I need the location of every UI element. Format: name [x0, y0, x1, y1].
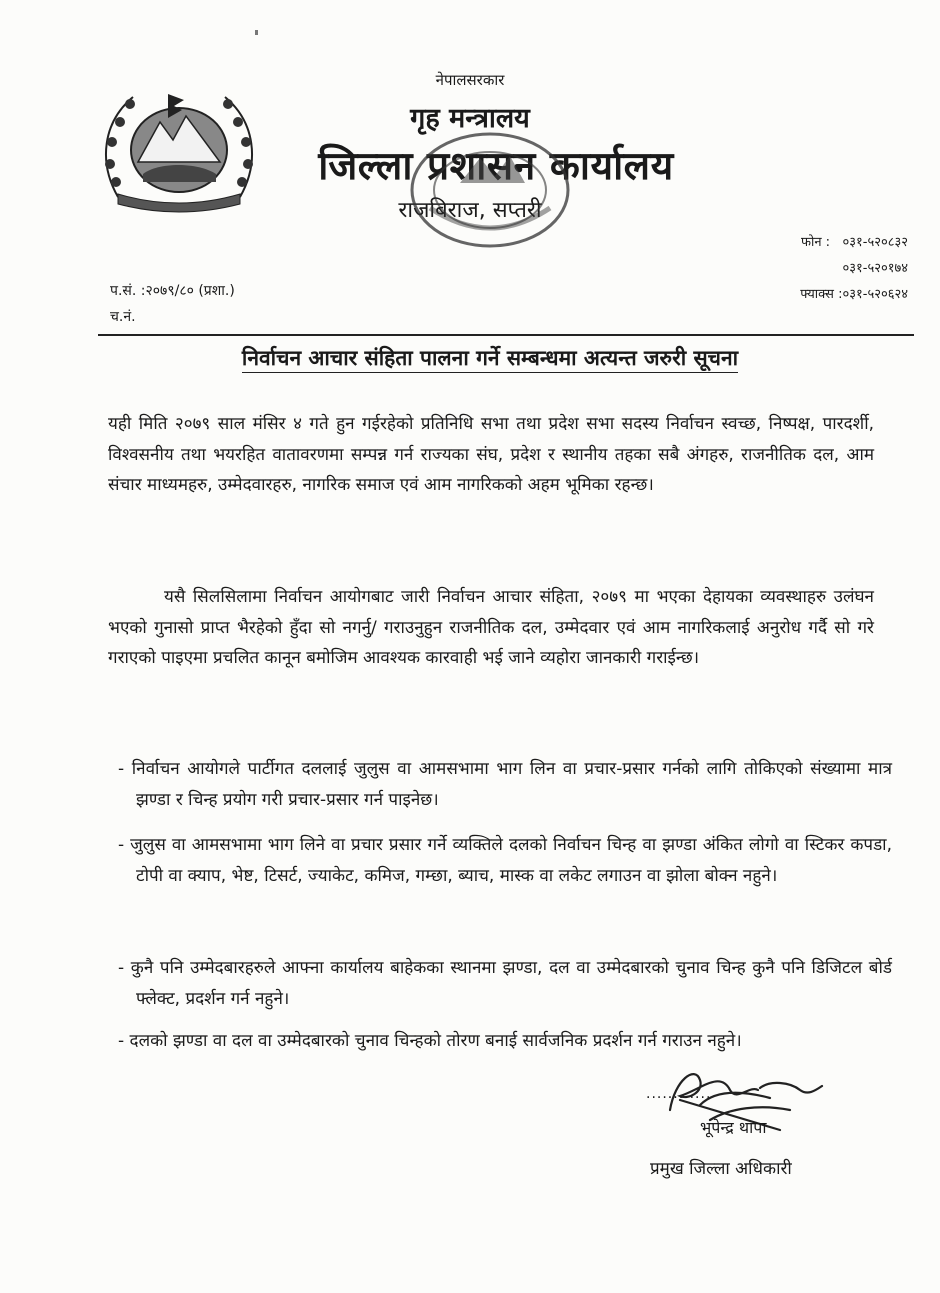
dispatch-number: च.नं. — [110, 309, 136, 325]
government-label: नेपालसरकार — [435, 71, 505, 89]
phone-number-2: ०३१-५२०१७४ — [842, 261, 908, 276]
letter-number: प.सं. :२०७९/८० (प्रशा.) — [110, 283, 235, 299]
subject-text: निर्वाचन आचार संहिता पालना गर्ने सम्बन्धमा अत्यन्त जरुरी सूचना — [242, 346, 738, 373]
phone-number-1: ०३१-५२०८३२ — [842, 235, 908, 250]
office-name: जिल्ला प्रशासन कार्यालय — [318, 144, 674, 189]
fax-label: फ्याक्स : — [800, 287, 843, 302]
header-divider — [98, 334, 914, 336]
phone-line-2 — [708, 256, 908, 282]
paragraph-1: यही मिति २०७९ साल मंसिर ४ गते हुन गईरहेको प्रतिनिधि सभा तथा प्रदेश सभा सदस्य निर्वाचन स्वच्छ, निष्पक्ष, पारदर्शी, विश्वसनीय तथा भयरहित वातावरणमा सम्पन्न गर्न राज्यका संघ, प्रदेश र स्थानीय तहका सबै अंगहरु, राजनीतिक दल, आम संचार माध्यमहरु, उम्मेदवारहरु, नागरिक समाज एवं आम नागरिकको अहम भूमिका रहन्छ। — [108, 414, 874, 495]
phone-label: फोन : — [800, 235, 831, 250]
signature-dots: ............ — [646, 1086, 712, 1102]
signatory-title: प्रमुख जिल्ला अधिकारी — [650, 1159, 792, 1179]
office-address: राजबिराज, सप्तरी — [398, 198, 542, 223]
scan-speck — [255, 30, 258, 35]
bullet-item-4: - दलको झण्डा वा दल वा उम्मेदबारको चुनाव चिन्हको तोरण बनाई सार्वजनिक प्रदर्शन गर्न गराउन नहुने। — [118, 1031, 742, 1051]
bullet-item-3: - कुनै पनि उम्मेदबारहरुले आफ्ना कार्यालय बाहेकका स्थानमा झण्डा, दल वा उम्मेदबारको चुनाव चिन्ह कुनै पनि डिजिटल बोर्ड फ्लेक्ट, प्रदर्शन गर्न नहुने। — [118, 958, 892, 1009]
bullet-item-1: - निर्वाचन आयोगले पार्टीगत दललाई जुलुस वा आमसभामा भाग लिन वा प्रचार-प्रसार गर्नको लागि तोकिएको संख्यामा मात्र झण्डा र चिन्ह प्रयोग गरी प्रचार-प्रसार गर्न पाइनेछ। — [118, 759, 892, 810]
contact-block — [708, 230, 908, 308]
bullet-item-2: - जुलुस वा आमसभामा भाग लिने वा प्रचार प्रसार गर्ने व्यक्तिले दलको निर्वाचन चिन्ह वा झण्डा अंकित लोगो वा स्टिकर कपडा, टोपी वा क्याप, भेष्ट, टिसर्ट, ज्याकेट, कमिज, गम्छा, ब्याच, मास्क वा लकेट लगाउन वा झोला बोक्न नहुने। — [118, 835, 892, 886]
reference-block — [110, 278, 235, 330]
notice-subject — [160, 344, 820, 372]
nepal-emblem-icon — [98, 82, 260, 214]
paragraph-2: यसै सिलसिलामा निर्वाचन आयोगबाट जारी निर्वाचन आचार संहिता, २०७९ मा भएका देहायका व्यवस्थाहरु उलंघन भएको गुनासो प्राप्त भैरहेको हुँदा सो नगर्नु/ गराउनुहुन राजनीतिक दल, उम्मेदवार एवं आम नागरिकलाई अनुरोध गर्दै सो गरे गराएको पाइएमा प्रचलित कानून बमोजिम आवश्यक कारवाही भई जाने व्यहोरा जानकारी गराईन्छ। — [108, 587, 874, 668]
fax-number: ०३१-५२०६२४ — [842, 287, 908, 302]
fax-line — [708, 282, 908, 308]
phone-line-1 — [708, 230, 908, 256]
office-seal-icon — [400, 128, 580, 258]
signatory-name: भूपेन्द्र थापा — [700, 1118, 767, 1137]
ministry-name: गृह मन्त्रालय — [410, 103, 530, 134]
